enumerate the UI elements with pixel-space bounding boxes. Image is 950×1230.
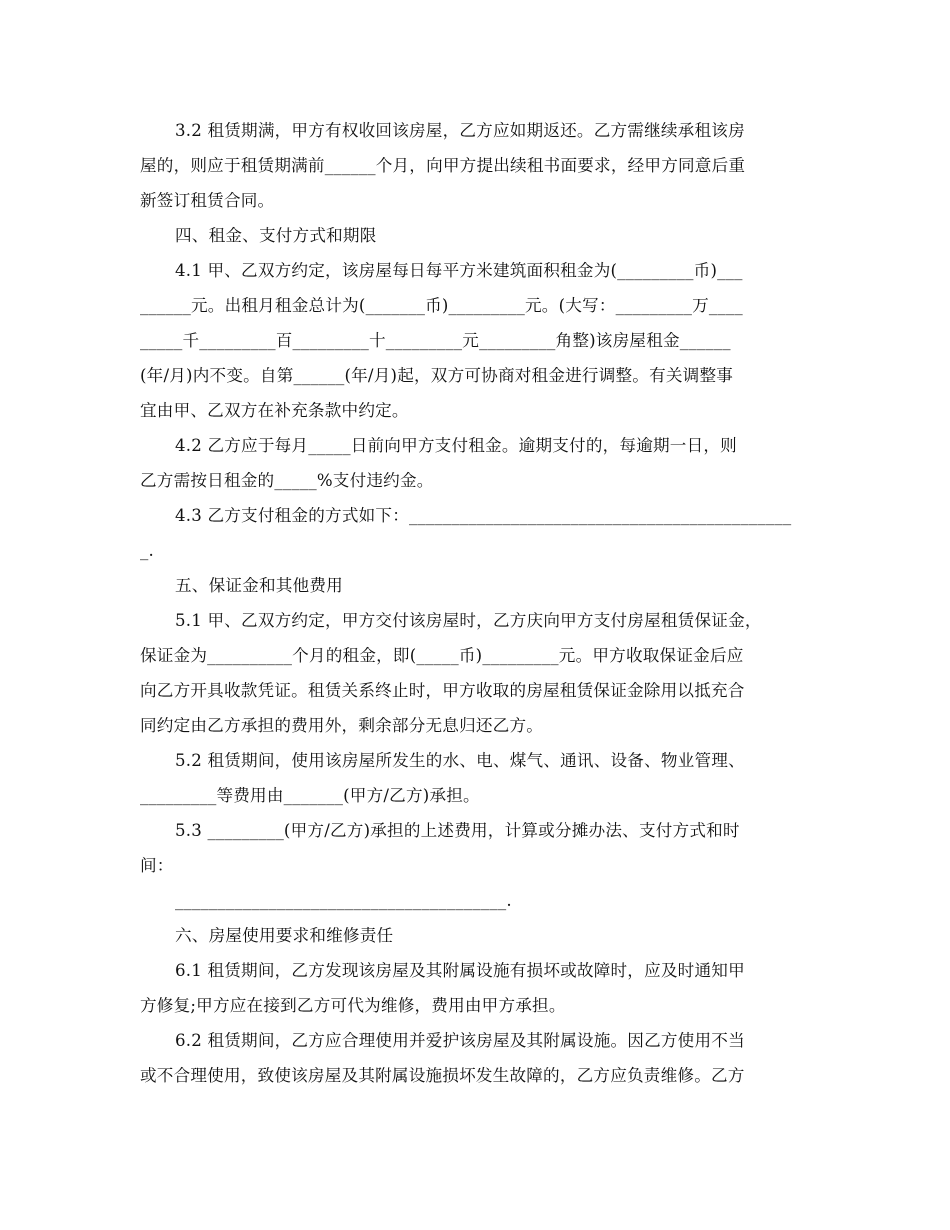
- clause-5-1-line-4: 同约定由乙方承担的费用外，剩余部分无息归还乙方。: [140, 716, 544, 735]
- clause-6-1-line-1: 6.1 租赁期间，乙方发现该房屋及其附属设施有损坏或故障时，应及时通知甲: [175, 961, 745, 980]
- clause-5-3-line-1: 5.3 _________(甲方/乙方)承担的上述费用，计算或分摊办法、支付方式和时: [175, 821, 740, 840]
- clause-5-1-line-1: 5.1 甲、乙双方约定，甲方交付该房屋时，乙方庆向甲方支付房屋租赁保证金，: [175, 611, 762, 630]
- clause-4-3-line-2: _.: [140, 541, 154, 560]
- clause-6-2-line-2: 或不合理使用，致使该房屋及其附属设施损坏发生故障的，乙方应负责维修。乙方: [140, 1066, 745, 1085]
- clause-4-1-line-2: ______元。出租月租金总计为(_______币)_________元。(大写：_________万____: [140, 296, 743, 315]
- clause-5-3-blank-line: _______________________________________.: [175, 891, 512, 910]
- clause-4-1-line-3: _____千_________百_________十_________元_________角整)该房屋租金______: [140, 331, 731, 350]
- clause-6-2-line-1: 6.2 租赁期间，乙方应合理使用并爱护该房屋及其附属设施。因乙方使用不当: [175, 1031, 745, 1050]
- clause-3-2-line-1: 3.2 租赁期满，甲方有权收回该房屋，乙方应如期返还。乙方需继续承租该房: [175, 121, 745, 140]
- clause-5-3-line-2: 间：: [140, 856, 174, 875]
- clause-5-1-line-3: 向乙方开具收款凭证。租赁关系终止时，甲方收取的房屋租赁保证金除用以抵充合: [140, 681, 745, 700]
- clause-5-2-line-1: 5.2 租赁期间，使用该房屋所发生的水、电、煤气、通讯、设备、物业管理、: [175, 751, 745, 770]
- clause-3-2-line-2: 屋的，则应于租赁期满前______个月，向甲方提出续租书面要求，经甲方同意后重: [140, 156, 746, 175]
- clause-4-3-line-1: 4.3 乙方支付租金的方式如下：_____________________________________________: [175, 506, 792, 525]
- section-5-heading: 五、保证金和其他费用: [175, 576, 343, 595]
- section-6-heading: 六、房屋使用要求和维修责任: [175, 926, 394, 945]
- clause-3-2-line-3: 新签订租赁合同。: [140, 191, 275, 210]
- clause-4-1-line-4: (年/月)内不变。自第______(年/月)起，双方可协商对租金进行调整。有关调整事: [140, 366, 734, 385]
- clause-5-2-line-2: _________等费用由_______(甲方/乙方)承担。: [140, 786, 480, 805]
- clause-4-2-line-2: 乙方需按日租金的_____%支付违约金。: [140, 471, 434, 490]
- section-4-heading: 四、租金、支付方式和期限: [175, 226, 377, 245]
- clause-5-1-line-2: 保证金为__________个月的租金，即(_____币)_________元。甲方收取保证金后应: [140, 646, 744, 665]
- clause-6-1-line-2: 方修复;甲方应在接到乙方可代为维修，费用由甲方承担。: [140, 996, 566, 1015]
- clause-4-1-line-5: 宜由甲、乙双方在补充条款中约定。: [140, 401, 409, 420]
- clause-4-2-line-1: 4.2 乙方应于每月_____日前向甲方支付租金。逾期支付的，每逾期一日，则: [175, 436, 737, 455]
- clause-4-1-line-1: 4.1 甲、乙双方约定，该房屋每日每平方米建筑面积租金为(_________币)___: [175, 261, 743, 280]
